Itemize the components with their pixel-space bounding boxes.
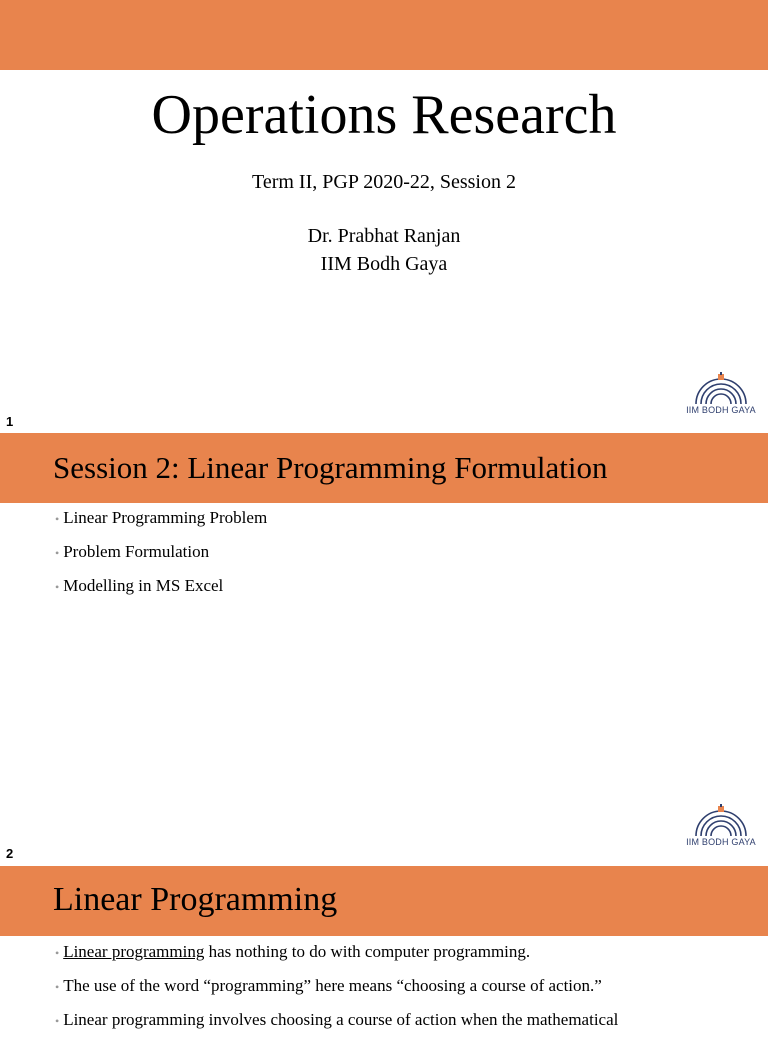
list-item: • Linear Programming Problem xyxy=(55,508,268,527)
page-number: 2 xyxy=(6,846,14,861)
author-block xyxy=(0,222,768,278)
list-item: • The use of the word “programming” here means “choosing a course of action.” xyxy=(55,976,602,995)
list-item: • Problem Formulation xyxy=(55,542,210,561)
linear-programming-link[interactable]: Linear programming xyxy=(63,942,205,961)
bullet-list xyxy=(55,942,618,1044)
header-band xyxy=(0,0,768,70)
iim-bodh-gaya-logo-icon xyxy=(682,372,760,420)
bullet-dot-icon: • xyxy=(55,512,60,526)
author-institute: IIM Bodh Gaya xyxy=(320,253,448,275)
logo-label: IIM BODH GAYA xyxy=(686,405,756,415)
iim-bodh-gaya-logo-icon xyxy=(682,804,760,852)
list-item: • Linear programming has nothing to do with computer programming. xyxy=(55,942,531,961)
list-item: • Linear programming involves choosing a course of action when the mathematical xyxy=(55,1010,619,1029)
presentation-title: Operations Research xyxy=(151,84,617,146)
presentation-subtitle: Term II, PGP 2020-22, Session 2 xyxy=(252,171,516,193)
bullet-dot-icon: • xyxy=(55,546,60,560)
bullet-dot-icon: • xyxy=(55,1014,60,1028)
bullet-dot-icon: • xyxy=(55,580,60,594)
list-item: • Modelling in MS Excel xyxy=(55,576,224,595)
bullet-dot-icon: • xyxy=(55,980,60,994)
slide-title: Linear Programming xyxy=(53,881,338,918)
logo-label: IIM BODH GAYA xyxy=(686,837,756,847)
page-number: 1 xyxy=(6,414,14,429)
bullet-dot-icon: • xyxy=(55,946,60,960)
bullet-list xyxy=(55,508,267,610)
author-name: Dr. Prabhat Ranjan xyxy=(307,225,461,247)
slide-title: Session 2: Linear Programming Formulation xyxy=(53,450,608,485)
